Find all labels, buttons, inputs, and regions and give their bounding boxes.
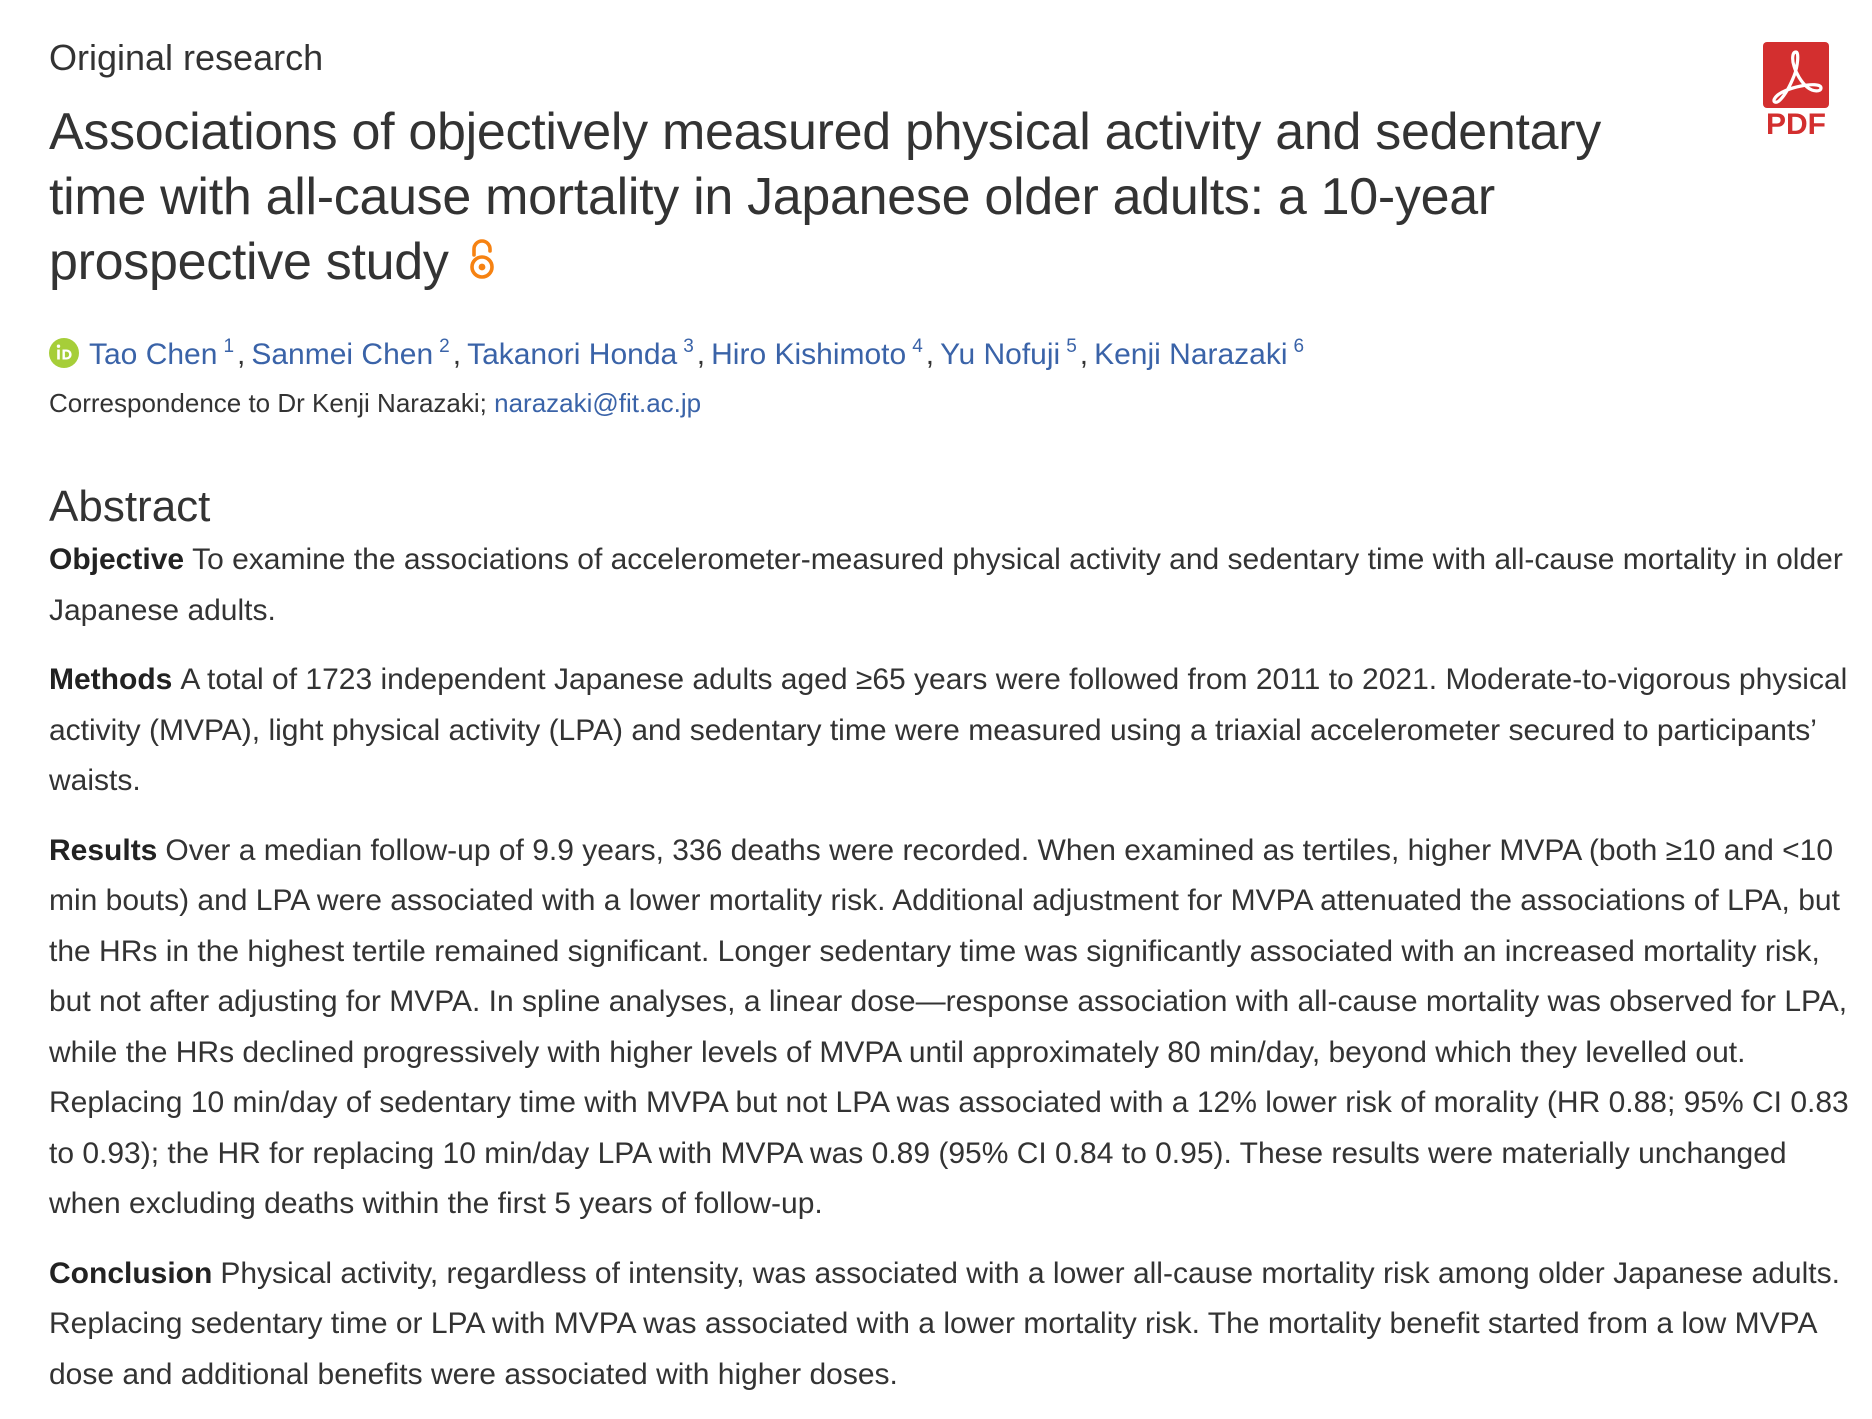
abstract-section-text: To examine the associations of accelerometer-measured physical activity and sedentary time with all-cause mortality in older Japanese adults. <box>49 543 1843 627</box>
author-name: Tao Chen <box>89 338 218 371</box>
correspondence-prefix: Correspondence to Dr Kenji Narazaki; <box>49 388 487 418</box>
abstract-section-label: Objective <box>49 543 185 576</box>
article-title <box>49 100 1689 295</box>
author-separator: , <box>696 338 706 371</box>
article <box>49 34 1859 1419</box>
abstract-conclusion <box>49 1249 1859 1401</box>
author-separator: , <box>925 338 935 371</box>
author-affiliation-sup[interactable]: 1 <box>223 336 235 357</box>
author-affiliation-sup[interactable]: 3 <box>683 336 694 357</box>
abstract-section-label: Methods <box>49 663 173 696</box>
abstract-methods <box>49 655 1859 807</box>
author-name: Kenji Narazaki <box>1094 338 1288 371</box>
author-affiliation-sup[interactable]: 6 <box>1293 336 1305 357</box>
abstract-section-text: Physical activity, regardless of intensity, was associated with a lower all-cause mortality risk among older Japanese adults. Replacing sedentary time or LPA with MVPA was associated with a lower mortality risk. The mortality benefit started from a low MVPA dose and additional benefits were associated with higher doses. <box>49 1256 1840 1391</box>
abstract-section-text: A total of 1723 independent Japanese adults aged ≥65 years were followed from 2011 to 2021. Moderate-to-vigorous physical activity (MVPA), light physical activity (LPA) and sedentary time were measured using a triaxial accelerometer secured to participants’ waists. <box>49 663 1848 797</box>
abstract-section-label: Results <box>49 833 158 867</box>
author-affiliation-sup[interactable]: 2 <box>439 336 450 357</box>
abstract-objective <box>49 535 1859 636</box>
article-title-text: Associations of objectively measured physical activity and sedentary time with all-cause mortality in Japanese older adults: a 10-year prospective study <box>49 103 1601 291</box>
author-name: Takanori Honda <box>467 338 678 371</box>
author-link[interactable] <box>467 338 694 371</box>
author-link[interactable] <box>711 338 923 371</box>
abstract-section-text: Over a median follow-up of 9.9 years, 336 deaths were recorded. When examined as tertiles, higher MVPA (both ≥10 and <10 min bouts) and LPA were associated with a lower mortality risk. Additional adjustment for MVPA attenuated the associations of LPA, but the HRs in the highest tertile remained significant. Longer sedentary time was significantly associated with an increased mortality risk, but not after adjusting for MVPA. In spline analyses, a linear dose—response association with all-cause mortality was observed for LPA, while the HRs declined progressively with higher levels of MVPA until approximately 80 min/day, beyond which they levelled out. Replacing 10 min/day of sedentary time with MVPA but not LPA was associated with a 12% lower risk of morality (HR 0.88; 95% CI 0.83 to 0.93); the HR for replacing 10 min/day LPA with MVPA was 0.89 (95% CI 0.84 to 0.95). These results were materially unchanged when excluding deaths within the first 5 years of follow-up. <box>49 833 1849 1220</box>
author-separator: , <box>452 338 462 371</box>
author-name: Hiro Kishimoto <box>711 338 907 371</box>
orcid-icon[interactable] <box>49 338 79 368</box>
author-link[interactable] <box>1094 338 1304 371</box>
abstract-heading: Abstract <box>49 482 211 531</box>
author-link[interactable] <box>89 338 234 371</box>
author-list <box>49 327 1859 375</box>
open-access-icon <box>469 232 495 274</box>
author-link[interactable] <box>251 338 449 371</box>
abstract-section-label: Conclusion <box>49 1256 213 1290</box>
author-link[interactable] <box>940 338 1077 371</box>
author-separator: , <box>1079 338 1089 371</box>
pdf-icon <box>1763 42 1829 108</box>
author-affiliation-sup[interactable]: 5 <box>1066 336 1077 357</box>
abstract-results <box>49 826 1859 1230</box>
correspondence <box>49 385 1859 421</box>
author-name: Yu Nofuji <box>940 338 1061 371</box>
author-separator: , <box>237 338 246 371</box>
pdf-download-button[interactable] <box>1758 42 1834 140</box>
pdf-label: PDF <box>1766 108 1826 141</box>
author-affiliation-sup[interactable]: 4 <box>912 336 923 357</box>
author-name: Sanmei Chen <box>251 338 434 371</box>
correspondence-email-link[interactable]: narazaki@fit.ac.jp <box>494 388 702 418</box>
article-type: Original research <box>49 37 324 78</box>
